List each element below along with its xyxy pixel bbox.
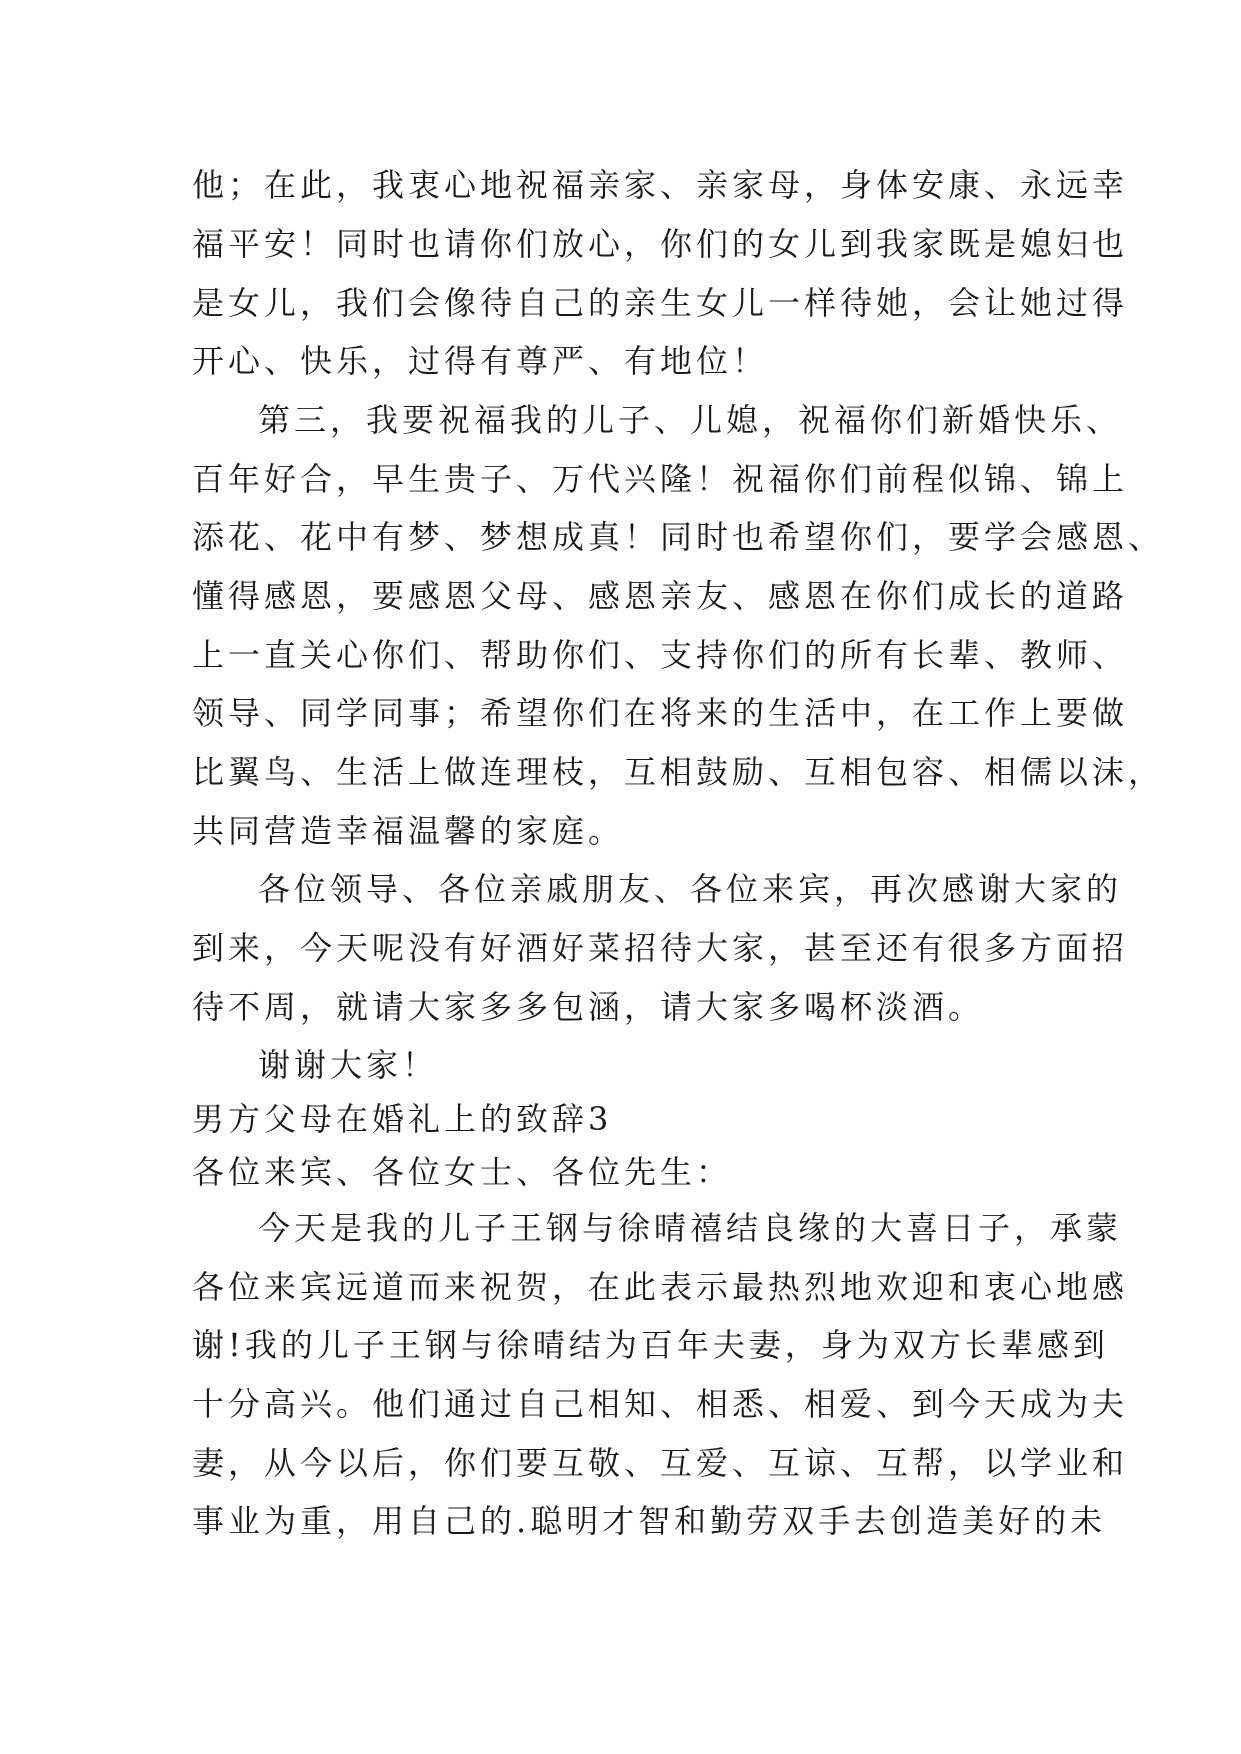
text-line: 懂得感恩，要感恩父母、感恩亲友、感恩在你们成长的道路 [192,577,1129,615]
text-line: 十分高兴。他们通过自己相知、相悉、相爱、到今天成为夫 [192,1385,1129,1423]
text-line: 到来，今天呢没有好酒好菜招待大家，甚至还有很多方面招 [192,929,1129,967]
text-line: 添花、花中有梦、梦想成真！同时也希望你们，要学会感恩、 [192,518,1165,556]
text-line: 妻，从今以后，你们要互敬、互爱、互谅、互帮，以学业和 [192,1444,1129,1482]
text-line: 比翼鸟、生活上做连理枝，互相鼓励、互相包容、相儒以沫， [192,753,1165,791]
text-line: 各位来宾远道而来祝贺，在此表示最热烈地欢迎和衷心地感 [192,1268,1129,1306]
text-line: 百年好合，早生贵子、万代兴隆！祝福你们前程似锦、锦上 [192,460,1129,498]
text-line: 今天是我的儿子王钢与徐晴禧结良缘的大喜日子，承蒙 [258,1209,1123,1247]
text-line: 谢谢大家！ [258,1046,439,1084]
text-line: 事业为重，用自己的.聪明才智和勤劳双手去创造美好的未 [192,1502,1107,1540]
text-line: 共同营造幸福温馨的家庭。 [192,812,625,850]
text-line: 各位领导、各位亲戚朋友、各位来宾，再次感谢大家的 [258,870,1123,908]
text-line: 谢!我的儿子王钢与徐晴结为百年夫妻，身为双方长辈感到 [192,1326,1109,1364]
text-line: 他；在此，我衷心地祝福亲家、亲家母，身体安康、永远幸 [192,166,1129,204]
section-heading: 男方父母在婚礼上的致辞3 [192,1100,613,1138]
text-line: 领导、同学同事；希望你们在将来的生活中，在工作上要做 [192,694,1129,732]
text-line: 待不周，就请大家多多包涵，请大家多喝杯淡酒。 [192,988,985,1026]
text-line: 上一直关心你们、帮助你们、支持你们的所有长辈、教师、 [192,636,1129,674]
text-line: 第三，我要祝福我的儿子、儿媳，祝福你们新婚快乐、 [258,401,1123,439]
text-line: 福平安！同时也请你们放心，你们的女儿到我家既是媳妇也 [192,225,1129,263]
text-line: 是女儿，我们会像待自己的亲生女儿一样待她，会让她过得 [192,284,1129,322]
salutation: 各位来宾、各位女士、各位先生： [192,1153,733,1191]
text-line: 开心、快乐，过得有尊严、有地位！ [192,342,769,380]
